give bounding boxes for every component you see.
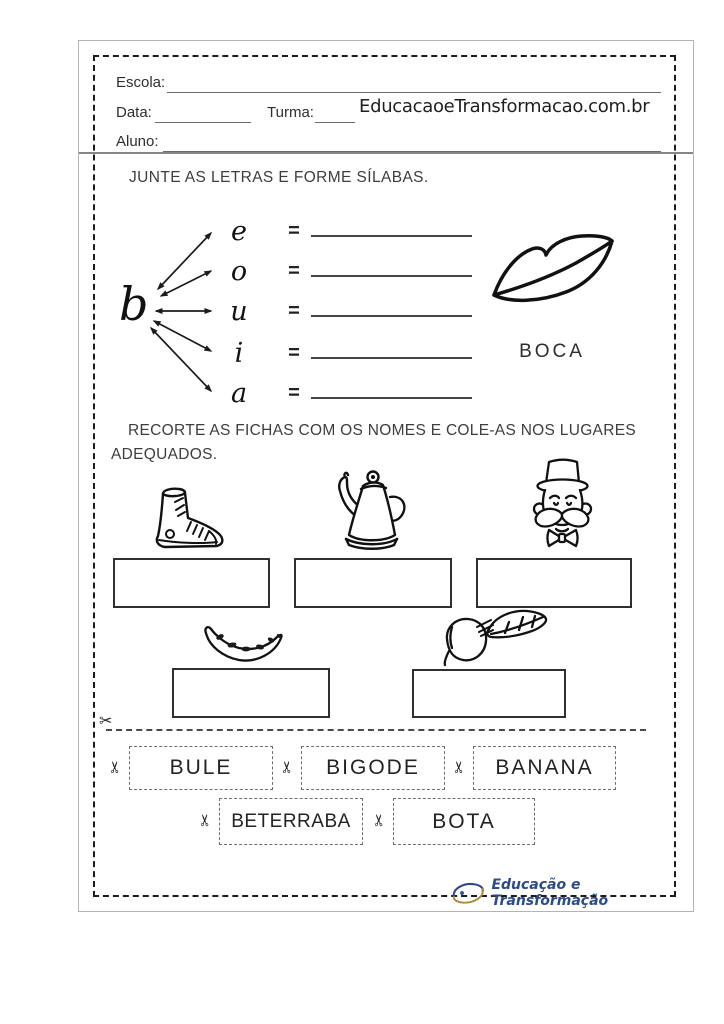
paste-box-beterraba [412,669,566,718]
scissors-icon: ✂ [279,760,297,774]
answer-write-line [311,357,472,359]
cursive-vowel-i: i [234,337,244,369]
equals-sign: = [288,259,300,282]
activity1-title: JUNTE AS LETRAS E FORME SÍLABAS. [129,169,429,186]
publisher-logo [451,877,693,909]
paste-box-bota [113,558,270,608]
syllable-row [219,255,472,287]
teapot-icon [332,459,412,557]
cursive-vowel-u: u [230,295,248,327]
data-write-line [155,122,251,123]
publisher-logo-text: Educação e Transformação [491,877,609,909]
turma-write-line [315,122,355,123]
scissors-icon: ✂ [197,813,215,827]
card-beterraba: BETERRABA [219,798,363,845]
syllable-row [219,215,472,247]
syllable-row [219,337,472,369]
card-bota: BOTA [393,798,535,845]
website-text: EducacaoeTransformacao.com.br [359,96,650,117]
paste-box-banana [172,668,330,718]
data-label: Data: [116,104,152,121]
letter-join-arrows [139,216,224,406]
boca-caption: BOCA [519,341,585,362]
cursive-letter-b: b [119,277,149,331]
answer-write-line [311,397,472,399]
aluno-label: Aluno: [116,133,159,150]
escola-label: Escola: [116,74,166,91]
syllable-row [219,377,472,409]
beet-icon [435,607,551,667]
cursive-vowel-o: o [230,255,248,287]
escola-write-line [167,92,661,93]
orbit-swoosh-icon [451,880,485,906]
mustache-man-icon [521,457,603,557]
answer-write-line [311,275,472,277]
equals-sign: = [288,219,300,242]
cut-here-dashed-line [106,729,646,731]
card-bule: BULE [129,746,273,790]
equals-sign: = [288,299,300,322]
syllable-row [219,295,472,327]
activity2-instruction: RECORTE AS FICHAS COM OS NOMES E COLE-AS NOS LUGARES ADEQUADOS. [111,422,636,464]
boot-icon [147,484,233,554]
answer-write-line [311,235,472,237]
scissors-icon: ✂ [451,760,469,774]
header-separator [79,152,693,154]
paste-box-bule [294,558,452,608]
cursive-vowel-a: a [230,377,248,409]
scissors-icon: ✂ [371,813,389,827]
scissors-icon: ✂ [99,713,113,730]
worksheet-page [78,40,694,912]
paste-box-bigode [476,558,632,608]
cursive-vowel-e: e [231,215,247,247]
answer-write-line [311,315,472,317]
turma-label: Turma: [267,104,314,121]
equals-sign: = [288,381,300,404]
banana-icon [199,621,285,665]
mouth-lips-icon [488,229,618,317]
card-banana: BANANA [473,746,616,790]
equals-sign: = [288,341,300,364]
scissors-icon: ✂ [107,760,125,774]
card-bigode: BIGODE [301,746,445,790]
